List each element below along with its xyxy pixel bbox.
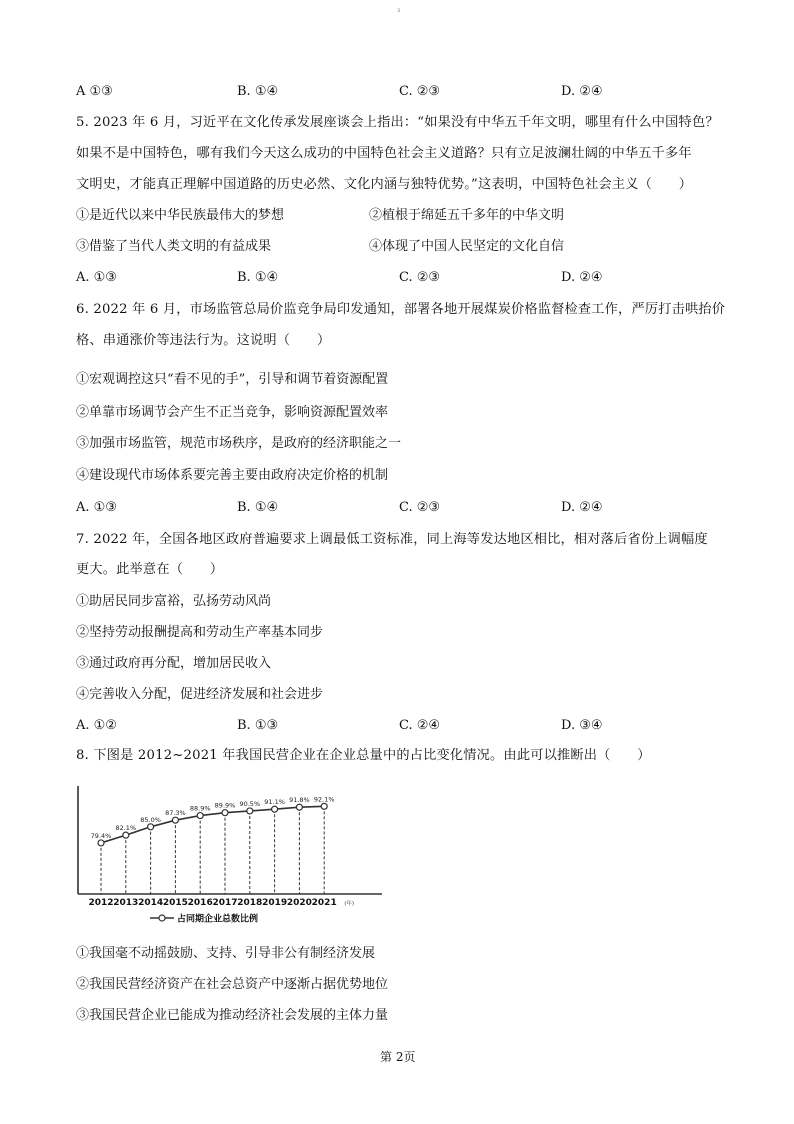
- q6-stem-line-2: 格、串通涨价等违法行为。这说明（ ）: [76, 333, 331, 348]
- data-label: 79.4%: [90, 831, 112, 840]
- q7-option-d[interactable]: D. ③④: [561, 718, 603, 733]
- data-point: [296, 804, 302, 810]
- data-label: 82.1%: [115, 824, 137, 833]
- q5-stem-line-1: 5. 2023 年 6 月，习近平在文化传承发展座谈会上指出：“如果没有中华五千年文明，哪里有什么中国特色？: [76, 115, 719, 130]
- x-tick-label: 2016: [187, 898, 213, 908]
- q6-stem-line-1: 6. 2022 年 6 月，市场监管总局价监竞争局印发通知，部署各地开展煤炭价格监督检查工作，严厉打击哄抬价: [76, 302, 726, 317]
- data-label: 90.5%: [239, 799, 261, 808]
- data-label: 91.8%: [289, 796, 310, 805]
- q6-statement-2: ②单靠市场调节会产生不正当竞争，影响资源配置效率: [76, 405, 389, 420]
- legend-label: 占同期企业总数比例: [177, 914, 259, 925]
- x-tick-label: 2014: [138, 898, 164, 908]
- x-tick-label: 2021: [311, 898, 337, 908]
- q5-option-d[interactable]: D. ②④: [561, 270, 603, 285]
- data-point: [247, 808, 253, 814]
- q7-statement-1: ①助居民同步富裕，弘扬劳动风尚: [76, 594, 272, 609]
- q4-option-a[interactable]: A ①③: [76, 84, 113, 99]
- x-tick-label: 2017: [212, 898, 238, 908]
- q8-stem: 8. 下图是 2012~2021 年我国民营企业在企业总量中的占比变化情况。由此可以推断出（ ）: [76, 748, 651, 763]
- q6-statement-4: ④建设现代市场体系要完善主要由政府决定价格的机制: [76, 468, 389, 483]
- data-point: [148, 824, 154, 830]
- q7-option-a[interactable]: A. ①②: [76, 718, 117, 733]
- x-tick-label: 2012: [88, 898, 114, 908]
- q8-statement-1: ①我国毫不动摇鼓励、支持、引导非公有制经济发展: [76, 946, 376, 961]
- q5-statement-2: ②植根于绵延五千多年的中华文明: [369, 208, 565, 223]
- data-point: [222, 810, 228, 816]
- q6-statement-1: ①宏观调控这只“看不见的手”，引导和调节着资源配置: [76, 372, 389, 387]
- data-point: [197, 813, 203, 819]
- q7-statement-2: ②坚持劳动报酬提高和劳动生产率基本同步: [76, 625, 324, 640]
- page-number: 第 2页: [380, 1050, 416, 1064]
- q7-statement-3: ③通过政府再分配，增加居民收入: [76, 656, 272, 671]
- page-header-mark: 3: [397, 8, 401, 14]
- x-tick-label: 2013: [113, 898, 139, 908]
- data-label: 89.9%: [214, 801, 236, 810]
- q7-option-c[interactable]: C. ②④: [399, 718, 441, 733]
- x-unit-label: (年): [344, 901, 354, 907]
- data-point: [272, 806, 278, 812]
- data-point: [123, 832, 129, 838]
- q5-option-c[interactable]: C. ②③: [399, 270, 441, 285]
- q7-stem-line-2: 更大。此举意在（ ）: [76, 562, 224, 577]
- q7-option-b[interactable]: B. ①③: [237, 718, 279, 733]
- legend-marker: [159, 915, 165, 921]
- q8-statement-3: ③我国民营企业已能成为推动经济社会发展的主体力量: [76, 1008, 389, 1023]
- q5-option-a[interactable]: A. ①③: [76, 270, 117, 285]
- q5-statement-3: ③借鉴了当代人类文明的有益成果: [76, 239, 272, 254]
- q5-statement-1: ①是近代以来中华民族最伟大的梦想: [76, 208, 285, 223]
- data-label: 87.3%: [165, 809, 186, 818]
- x-tick-label: 2018: [237, 898, 263, 908]
- q5-stem-line-2: 如果不是中国特色，哪有我们今天这么成功的中国特色社会主义道路？只有立足波澜壮阔的中华五千多年: [76, 146, 692, 161]
- q4-option-b[interactable]: B. ①④: [237, 84, 279, 99]
- q6-option-c[interactable]: C. ②③: [399, 500, 441, 515]
- data-point: [172, 817, 178, 823]
- q5-option-b[interactable]: B. ①④: [237, 270, 279, 285]
- q6-statement-3: ③加强市场监管，规范市场秩序，是政府的经济职能之一: [76, 436, 402, 451]
- q8-line-chart: [70, 778, 400, 928]
- q7-stem-line-1: 7. 2022 年，全国各地区政府普遍要求上调最低工资标准，同上海等发达地区相比，相对落后省份上调幅度: [76, 532, 708, 547]
- x-tick-label: 2020: [286, 898, 312, 908]
- data-label: 92.1%: [313, 795, 335, 804]
- q7-statement-4: ④完善收入分配，促进经济发展和社会进步: [76, 687, 324, 702]
- q8-statement-2: ②我国民营经济资产在社会总资产中逐渐占据优势地位: [76, 977, 389, 992]
- data-point: [321, 803, 327, 809]
- q6-option-d[interactable]: D. ②④: [561, 500, 603, 515]
- data-label: 85.0%: [140, 815, 161, 824]
- x-tick-label: 2015: [162, 898, 188, 908]
- data-label: 91.1%: [264, 798, 285, 807]
- x-tick-label: 2019: [262, 898, 288, 908]
- q4-option-d[interactable]: D. ②④: [561, 84, 603, 99]
- q6-option-a[interactable]: A. ①③: [76, 500, 117, 515]
- data-point: [98, 840, 104, 846]
- q4-option-c[interactable]: C. ②③: [399, 84, 441, 99]
- q5-statement-4: ④体现了中国人民坚定的文化自信: [369, 239, 565, 254]
- q5-stem-line-3: 文明史，才能真正理解中国道路的历史必然、文化内涵与独特优势。”这表明，中国特色社会主义（ ）: [76, 177, 693, 192]
- q6-option-b[interactable]: B. ①④: [237, 500, 279, 515]
- data-label: 88.9%: [189, 804, 211, 813]
